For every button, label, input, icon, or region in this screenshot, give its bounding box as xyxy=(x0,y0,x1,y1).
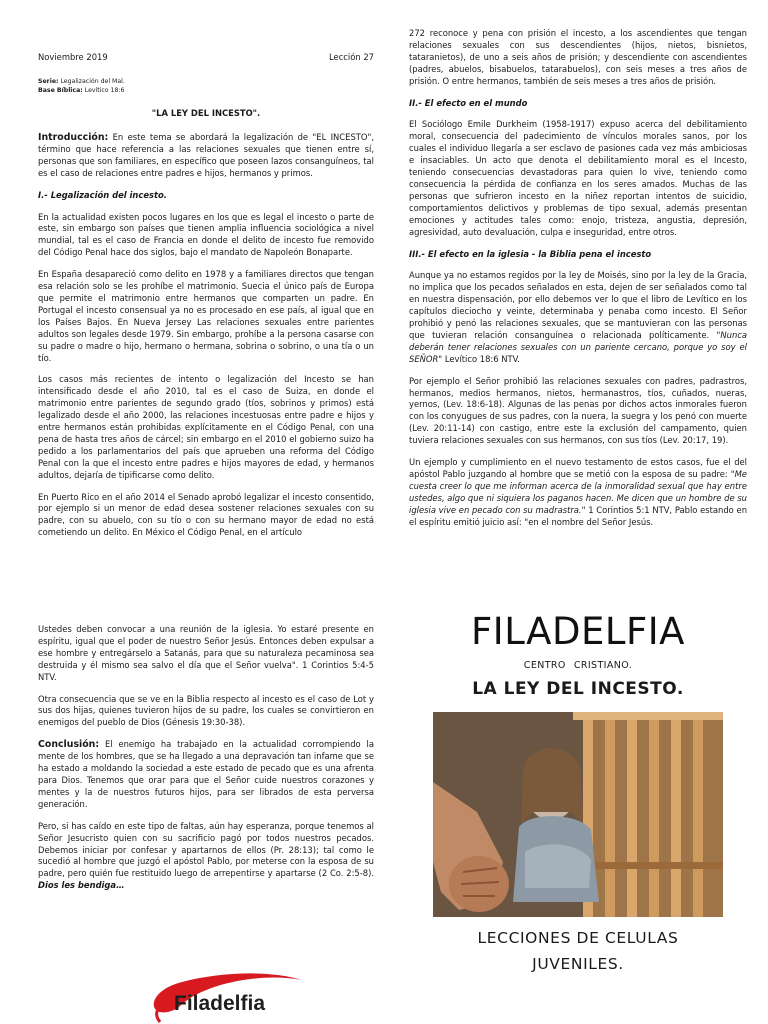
cover-panel xyxy=(409,600,747,977)
conclusion-text: El enemigo ha trabajado en la actualidad corrompiendo la mente de los hombres, que se ha llegado a una depravación tan infame que se ha estado a moldando la sociedad a este estado de pecado que es una afrenta para Dios. Tenemos que orar para que el Señor cuide nuestros corazones y mentes y la de nuestros futuros hijos, para ser librados de esta perversa generación. xyxy=(38,739,374,809)
col3-paragraph-2: Otra consecuencia que se ve en la Biblia respecto al incesto es el caso de Lot y sus dos hijas, quienes tuvieron hijos de su padre, los cuales se convirtieron en enemigos del pueblo de Dios (Génesis 19:30-38). xyxy=(38,693,374,728)
base-value: Levítico 18:6 xyxy=(84,86,125,94)
section-3-text: Aunque ya no estamos regidos por la ley de Moisés, sino por la ley de la Gracia, no implica que los pecados señalados en esta, dejen de ser señalados como tal en nuestra dispensación, por ello debemos ver lo que el libro de Levítico en los capítulos dieciocho y veinte, determinaba y penaba como incesto. El Señor prohibió y penó las relaciones sexuales, que se mantuvieran con las personas que tuvieran relación consanguínea o relacionada políticamente. xyxy=(409,270,747,340)
conclusion-paragraph xyxy=(38,739,374,810)
intro-paragraph xyxy=(38,132,374,180)
section-2-paragraph: El Sociólogo Emile Durkheim (1958-1917) expuso acerca del debilitamiento moral, consecuencia del padecimiento de vínculos morales sanos, por los cuales el individuo llegaría a ser esclavo de pasiones cada vez más ambiciosas e insaciables. Un acto que denota el debilitamiento moral es el Incesto, teniendo consecuencias devastadoras para quien lo vive, teniendo como consecuencia la pérdida de confianza en los seres amados. Muchas de las personas que sufrieron incesto en la niñez reportan intentos de suicidio, comportamientos delictivos y problemas de tipo sexual, además presentan emociones y actitudes tales como: enojo, tristeza, angustia, depresión, agresividad, auto devaluación, culpa e inseguridad, entre otros. xyxy=(409,119,747,237)
section-3-ref: Levítico 18:6 NTV. xyxy=(444,353,520,364)
final-paragraph xyxy=(38,821,374,892)
nt-quote: "Me cuesta creer lo que me informan acerca de la inmoralidad sexual que hay entre ustedes, algo que ni siquiera los paganos hacen. Me dicen que un hombre de su iglesia vive en pecado con su madrastra." xyxy=(409,469,747,515)
filadelfia-logo xyxy=(120,964,305,1024)
page-column-2 xyxy=(409,28,747,539)
nt-intro: Un ejemplo y cumplimiento en el nuevo testamento de estos casos, fue el del apóstol Pablo juzgando al hombre que se metió con la esposa de su padre: xyxy=(409,457,747,479)
cover-lesson-title: LA LEY DEL INCESTO. xyxy=(472,678,684,699)
section-1-paragraph-2: En España desapareció como delito en 1978 y a familiares directos que tengan esa relación solo se les prohíbe el matrimonio. Suecia el único país de Europa que permite el matrimonio entre hermanos que comparten un padre. En Portugal el incesto consensual ya no es procesado en ese país, al igual que en los Países Bajos. En Nueva Jersey Las relaciones sexuales entre parientes adultos son legales desde 1979. Sin embargo, prohíbe a la persona casarse con su padre o madre o hijo, hermano o hermana, sobrina o sobrino, o una tía o un tío. xyxy=(38,269,374,363)
cover-photo xyxy=(433,712,723,917)
page-column-3 xyxy=(38,624,374,902)
example-paragraph: Por ejemplo el Señor prohibió las relaciones sexuales con padres, padrastros, hermanos, medios hermanos, nietos, hermanastros, tíos, cuñados, nueras, yernos, (Lev. 18:6-18). Algunas de las penas por dichos actos inmorales fueron con los conyugues de sus padres, con la nuera, la suegra y los penó con muerte (Lev. 20:11-14) con castigo, entre este la exclusión del campamento, quien tuviera relaciones sexuales con sus hermanos, con sus tíos (Lev. 20:17, 19). xyxy=(409,375,747,446)
cover-subtitle-a: CENTRO xyxy=(523,659,566,671)
lesson-number: Lección 27 xyxy=(329,52,374,62)
document-title: "LA LEY DEL INCESTO". xyxy=(151,108,261,119)
intro-label: Introducción: xyxy=(38,132,109,143)
base-label: Base Bíblica: xyxy=(38,86,83,94)
cover-footer-line-2: JUVENILES. xyxy=(532,954,624,973)
section-1-paragraph-3: Los casos más recientes de intento o legalización del Incesto se han intensificado desde el año 2010, tal es el caso de Suiza, en donde el matrimonio entre parientes de segundo grado (tíos, sobrinos y primos) está legalizado desde el año 2000, las relaciones incestuosas entre padre e hijos y entre hermanos están prohibidas explícitamente en el Código Penal, con una pena de hasta tres años de cárcel; sin embargo en el 2010 el gobierno suizo ha pedido a los parlamentarios del país que aprueben una reforma del Código Penal con la que el incesto entre padres e hijos mayores de edad, y hermanos adultos, dejaría de tipificarse como delito. xyxy=(38,374,374,480)
cover-footer-line-1: LECCIONES DE CELULAS xyxy=(477,928,679,947)
new-testament-paragraph xyxy=(409,457,747,528)
section-1-paragraph-1: En la actualidad existen pocos lugares en los que es legal el incesto o parte de este, sin embargo son países que tienen amplia influencia sociológica a nivel mundial, tal es el caso de Francia en donde el delito de incesto fue removido del Código Penal hace dos siglos, bajo el mandato de Napoleón Bonaparte. xyxy=(38,211,374,258)
final-text: Pero, si has caído en este tipo de faltas, aún hay esperanza, porque tenemos al Señor Jesucristo quien con su sacrificio pagó por todos nuestros pecados. Debemos iniciar por confesar y apartarnos de ellos (Pr. 28:13); tal como le sucedió al hombre que juzgó el apóstol Pablo, por meterse con la esposa de su padre, pero quién fue restituido luego de arrepentirse y apartarse (2 Co. 2:5-8). xyxy=(38,820,374,879)
section-1-paragraph-4: En Puerto Rico en el año 2014 el Senado aprobó legalizar el incesto consentido, por ejemplo si un menor de edad desea sostener relaciones sexuales con su padre, con su abuelo, con su tío o con su hermano mayor de edad no está cometiendo un delito. En México el Código Penal, en el artículo xyxy=(38,491,374,538)
lesson-meta xyxy=(38,78,374,95)
cover-subtitle xyxy=(409,660,747,672)
cover-subtitle-b: CRISTIANO. xyxy=(573,659,633,671)
section-3-heading: III.- El efecto en la iglesia - la Biblia pena el incesto xyxy=(409,248,652,259)
serie-value: Legalización del Mal. xyxy=(60,77,125,85)
section-2-heading: II.- El efecto en el mundo xyxy=(409,97,528,108)
date-label: Noviembre 2019 xyxy=(38,52,108,62)
cover-title: FILADELFIA xyxy=(471,610,685,653)
page-column-1 xyxy=(38,52,374,549)
cover-footer xyxy=(409,925,747,977)
section-3-paragraph xyxy=(409,270,747,365)
section-3-quote: "Nunca deberán tener relaciones sexuales con un pariente cercano, porque yo soy el SEÑOR" xyxy=(409,329,748,364)
page-header xyxy=(38,52,374,64)
section-1-heading: I.- Legalización del incesto. xyxy=(38,189,167,200)
logo-text: Filadelfia xyxy=(174,992,266,1015)
serie-label: Serie: xyxy=(38,77,59,85)
intro-text: En este tema se abordará la legalización de "EL INCESTO", término que hace referencia a las relaciones sexuales que tienen entre sí, personas que son familiares, en específico que poseen lazos consanguíneos, tal es el caso de relaciones entre padres e hijos, hermanos y primos. xyxy=(38,132,374,178)
col3-paragraph-1: Ustedes deben convocar a una reunión de la iglesia. Yo estaré presente en espíritu, igual que el poder de nuestro Señor Jesús. Entonces deben expulsar a ese hombre y entregárselo a Satanás, para que su naturaleza pecaminosa sea destruida y él mismo sea salvo el día que el Señor vuelva". 1 Corintios 5:4-5 NTV. xyxy=(38,624,374,682)
conclusion-label: Conclusión: xyxy=(38,739,100,751)
blessing-text: Dios les bendiga… xyxy=(38,880,125,891)
nt-rest: 1 Corintios 5:1 NTV, Pablo estando en el espíritu emitió juicio así: "en el nombre del Señor Jesús. xyxy=(409,504,747,527)
continued-paragraph: 272 reconoce y pena con prisión el incesto, a los ascendientes que tengan relaciones sexuales con sus descendientes (hijos, nietos, bisnietos, tataranietos), de uno a seis años de prisión; y descendiente con ascendientes (padres, abuelos, bisabuelos, tatarabuelos), con seis meses a tres años de prisión. O entre hermanos, también de seis meses a tres años de prisión. xyxy=(409,28,747,86)
